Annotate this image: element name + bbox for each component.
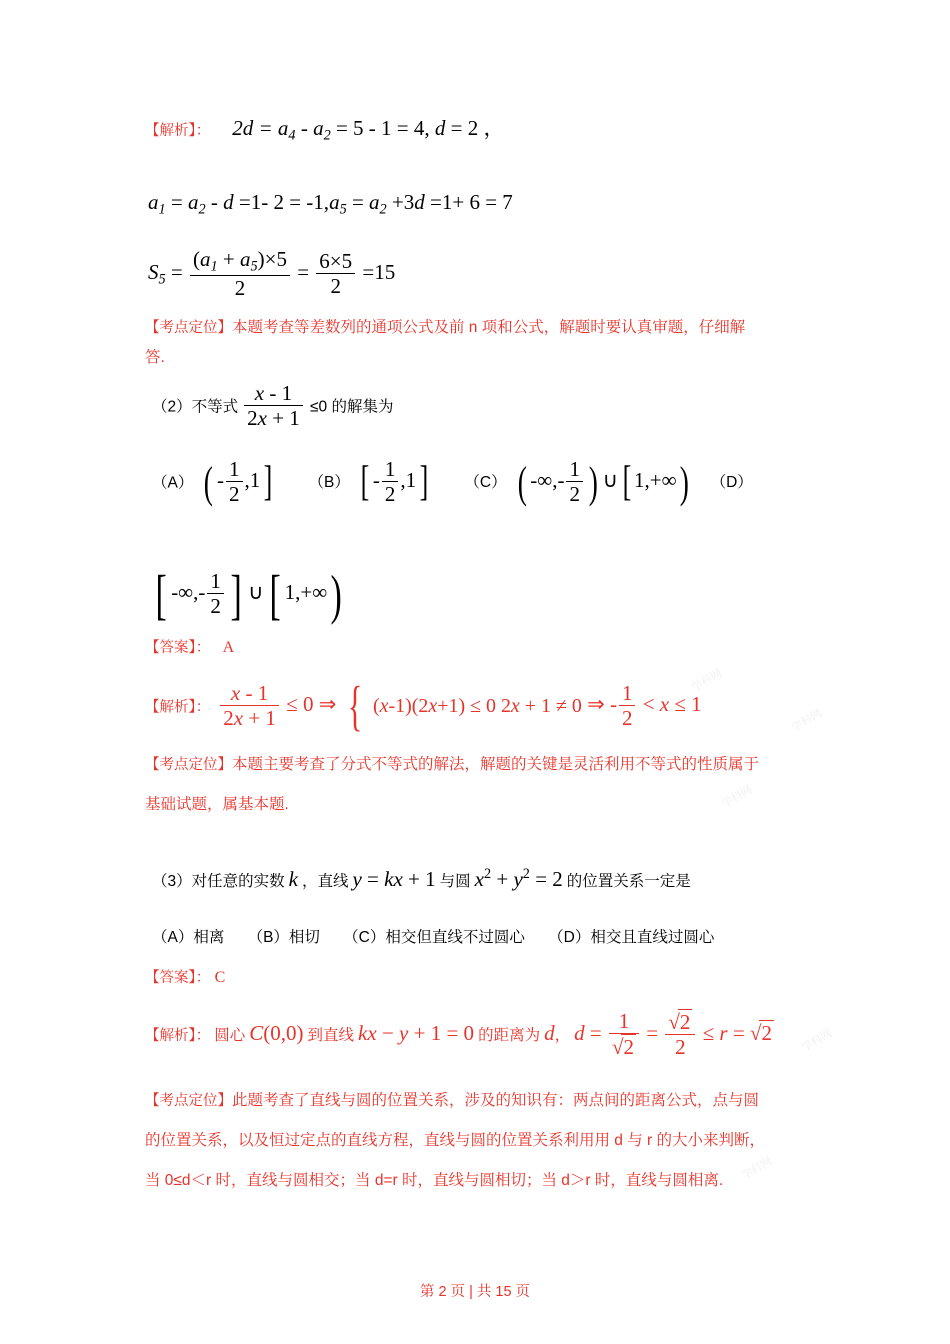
q3-stem-mid: ，直线 <box>301 872 349 890</box>
kaodian-text-2: 的位置关系，以及恒过定点的直线方程，直线与圆的位置关系利用用 d 与 r 的大小来判断， <box>145 1132 766 1149</box>
option-a-value: ( - $\frac{1}{2}$ ,1] <box>204 456 273 507</box>
option-b-value: [ - $\frac{1}{2}$ ,1] <box>360 456 429 507</box>
kaodian-label: 【考点定位】 <box>145 1093 232 1109</box>
q3-stem-pre: （3）对任意的实数 <box>152 872 285 890</box>
kaodian-text-2: 基础试题，属基本题. <box>145 796 289 813</box>
option-c-label[interactable]: （C） <box>464 474 507 492</box>
kaodian-label: 【考点定位】 <box>145 757 232 773</box>
q3-line-equation: y = kx + 1 <box>352 866 436 891</box>
watermark: 学科网 <box>689 667 725 695</box>
daan-label: 【答案】： <box>145 970 211 986</box>
question-2-options <box>152 458 832 507</box>
kaodian-text: 此题考查了直线与圆的位置关系，涉及的知识有：两点间的距离公式，点与圆 <box>232 1092 760 1109</box>
jiexi-label: 【解析】： <box>145 699 211 716</box>
q3-k: k <box>288 866 298 891</box>
kaodian-text-2: 答. <box>145 349 165 366</box>
kaodian-label: 【考点定位】 <box>145 320 232 336</box>
daan-label: 【答案】： <box>145 640 211 656</box>
q3-stem-post: 的位置关系一定是 <box>566 872 691 890</box>
solution-block-1 <box>145 112 845 144</box>
option-c-value: ( -∞,- $\frac{1}{2}$ ) ∪ [ 1,+∞) <box>517 456 689 507</box>
watermark: 学科网 <box>789 707 825 735</box>
jiexi-label: 【解析】： <box>145 1027 211 1044</box>
q3-sol-mid: 到直线 <box>307 1026 355 1044</box>
question-2-answer <box>145 636 234 657</box>
equation-a1-a5: $a_1 = a_2 - d =1-$ $2 = -1,a_5 = a_2 +3d =1+ 6 = 7$ <box>148 190 513 218</box>
watermark: 学科网 <box>799 1027 835 1055</box>
question-2-option-d-value: [ -∞,- $\frac{1}{2}$ ] ∪ [ 1,+∞) <box>155 564 342 626</box>
equation-s5: $S_5$ = $\frac{(a_1 + a_5)\times 5}{2}$ = $\frac{6\times 5}{2}$ =15 <box>148 246 396 300</box>
question-3-kaodian-2 <box>145 1128 845 1150</box>
question-3-stem <box>152 866 842 892</box>
option-b-label[interactable]: （B） <box>308 474 350 492</box>
question-2-kaodian <box>145 752 835 774</box>
q2-fraction: $\frac{x - 1}{2x + 1}$ <box>242 392 310 416</box>
q3-circle-equation: $x^2 + y^2 = 2$ <box>474 866 563 891</box>
question-3-kaodian-3 <box>145 1168 845 1190</box>
question-2-solution <box>145 675 702 737</box>
q3-sol-line: kx − y + 1 = 0 <box>358 1020 475 1045</box>
kaodian-block-1-cont <box>145 345 165 367</box>
option-d-label[interactable]: （D） <box>710 474 753 492</box>
q3-sol-d: d <box>544 1020 555 1045</box>
answer-value: A <box>222 639 235 656</box>
q3-sol-mid2: 的距离为 <box>478 1026 541 1044</box>
q2-stem-pre: （2）不等式 <box>152 398 239 416</box>
question-2-stem <box>152 382 393 431</box>
kaodian-text-3: 当 0≤d＜r 时，直线与圆相交；当 d=r 时，直线与圆相切；当 d＞r 时，直线与圆相离. <box>145 1172 724 1189</box>
kaodian-block-1 <box>145 312 817 343</box>
q3-options-text: （A）相离 （B）相切 （C）相交但直线不过圆心 （D）相交且直线过圆心 <box>152 929 715 946</box>
kaodian-text: 本题主要考查了分式不等式的解法，解题的关键是灵活利用不等式的性质属于 <box>232 756 760 773</box>
q3-sol-c: C(0,0) <box>249 1020 304 1045</box>
option-a-label[interactable]: （A） <box>152 474 194 492</box>
question-2-kaodian-cont <box>145 792 289 814</box>
question-3-kaodian <box>145 1088 845 1110</box>
comma: ， <box>483 116 505 140</box>
answer-value: C <box>214 969 226 986</box>
q3-stem-mid2: 与圆 <box>439 872 471 890</box>
jiexi-label: 【解析】： <box>145 123 211 139</box>
q3-sol-pre: 圆心 <box>214 1026 246 1044</box>
watermark: 学科网 <box>719 783 755 811</box>
question-3-answer <box>145 966 225 987</box>
question-3-solution: 【解析】： 圆心 C(0,0) 到直线 kx − y + 1 = 0 的距离为 d， d = $\frac{1}{√2}$ = $\frac{√2}{2}$ ≤ r = √2 <box>145 1008 772 1060</box>
watermark: 学科网 <box>739 1155 775 1183</box>
q2-stem-post: ≤0 的解集为 <box>310 398 394 416</box>
q2-solution-math: $\frac{x - 1}{2x + 1}$ ≤ 0 ⇒ { (x-1)(2x+1) ≤ 0 2x + 1 ≠ 0 ⇒ - $\frac{1}{2}$ < x ≤ 1 <box>218 692 701 716</box>
page-footer: 第 2 页 | 共 15 页 <box>419 1284 531 1300</box>
q3-sol-formula: d = $\frac{1}{√2}$ = $\frac{√2}{2}$ ≤ r = √2 <box>574 1008 772 1060</box>
equation-2d: $2d = a_4 - a_2 = 5 - 1 = 4$, d = 2 <box>232 116 479 144</box>
kaodian-text: 本题考查等差数列的通项公式及前 n 项和公式，解题时要认真审题，仔细解 <box>232 319 746 336</box>
question-3-options[interactable] <box>152 925 842 947</box>
